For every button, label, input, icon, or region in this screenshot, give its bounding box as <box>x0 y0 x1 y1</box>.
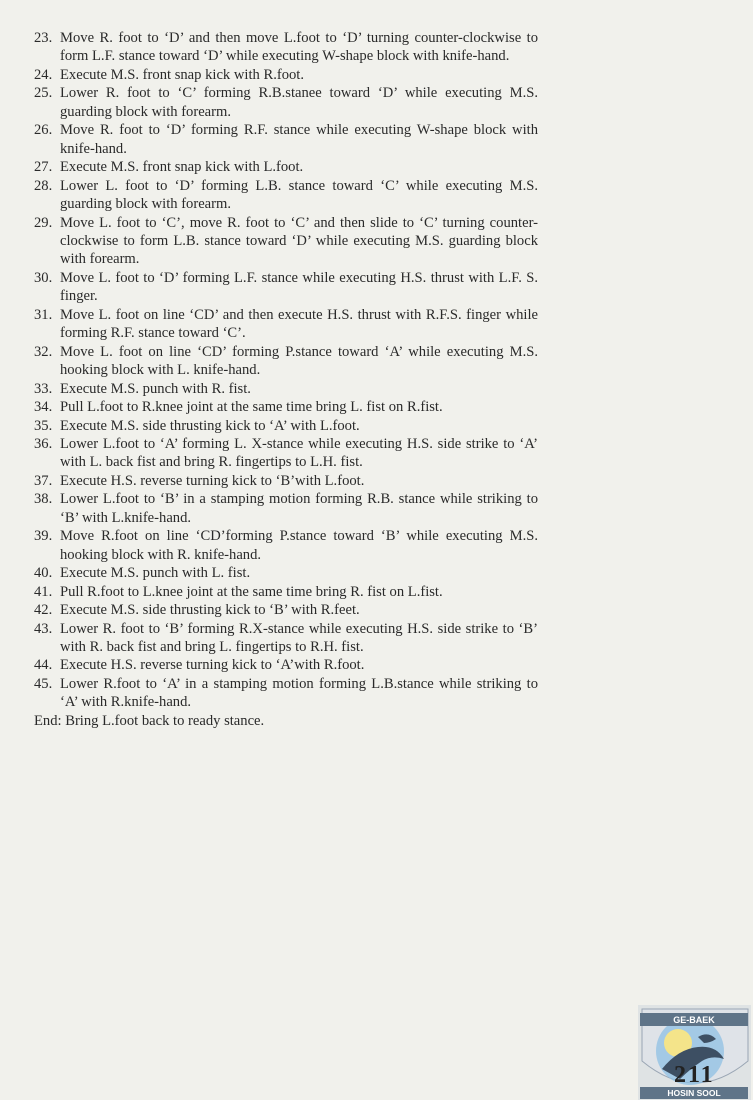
page-number: 211 <box>674 1062 715 1088</box>
step-33 <box>34 380 538 398</box>
step-number: 26. <box>34 122 53 139</box>
emblem-bottom-text: HOSIN SOOL <box>667 1088 721 1098</box>
step-text: Lower R.foot to ‘A’ in a stamping motion forming L.B.stance while striking to ‘A’ with R.knife-hand. <box>60 675 538 711</box>
step-text: Pull L.foot to R.knee joint at the same time bring L. fist on R.fist. <box>60 399 443 416</box>
step-text: Move R. foot to ‘D’ forming R.F. stance while executing W-shape block with knife-hand. <box>60 122 538 157</box>
step-text: Move R. foot to ‘D’ and then move L.foot to ‘D’ turning counter-clockwise to form L.F. stance toward ‘D’ while executing W-shape block with knife-hand. <box>60 30 538 65</box>
step-text: Lower R. foot to ‘B’ forming R.X-stance while executing H.S. side strike to ‘B’ with R. back fist and bring L. fingertips to R.H. fist. <box>60 620 538 655</box>
step-number: 32. <box>34 343 53 360</box>
step-number: 24. <box>34 66 53 83</box>
step-41 <box>34 583 538 601</box>
step-number: 29. <box>34 214 53 231</box>
step-text: Move L. foot to ‘D’ forming L.F. stance while executing H.S. thrust with L.F. S. finger. <box>60 269 538 305</box>
step-text: Move L. foot on line ‘CD’ forming P.stance toward ‘A’ while executing M.S. hooking block with L. knife-hand. <box>60 343 538 379</box>
step-24 <box>34 66 538 84</box>
step-35 <box>34 417 538 435</box>
step-number: 27. <box>34 159 53 176</box>
step-text: Execute M.S. front snap kick with R.foot. <box>60 66 305 83</box>
step-text: Pull R.foot to L.knee joint at the same time bring R. fist on L.fist. <box>60 583 443 600</box>
step-42 <box>34 601 538 619</box>
step-31 <box>34 306 538 343</box>
step-number: 34. <box>34 399 53 416</box>
step-36 <box>34 435 538 472</box>
step-38 <box>34 490 538 527</box>
step-number: 25. <box>34 85 53 102</box>
step-text: Execute H.S. reverse turning kick to ‘B’with L.foot. <box>60 472 365 489</box>
end-instruction: End: Bring L.foot back to ready stance. <box>34 712 265 729</box>
step-27 <box>34 158 538 176</box>
step-text: Execute M.S. punch with L. fist. <box>60 565 251 582</box>
step-number: 33. <box>34 380 53 397</box>
step-text: Execute M.S. side thrusting kick to ‘B’ with R.feet. <box>60 602 360 619</box>
step-30 <box>34 269 538 306</box>
step-43 <box>34 620 538 657</box>
step-text: Execute M.S. punch with R. fist. <box>60 380 251 397</box>
step-text: Execute M.S. side thrusting kick to ‘A’ with L.foot. <box>60 417 360 434</box>
step-number: 23. <box>34 30 53 46</box>
step-23 <box>34 29 538 66</box>
emblem-top-text: GE-BAEK <box>673 1015 715 1025</box>
step-text: Lower R. foot to ‘C’ forming R.B.stanee toward ‘D’ while executing M.S. guarding block with forearm. <box>60 85 538 120</box>
step-32 <box>34 343 538 380</box>
step-number: 37. <box>34 472 53 489</box>
step-number: 41. <box>34 583 53 600</box>
step-number: 28. <box>34 177 53 194</box>
step-37 <box>34 472 538 490</box>
step-text: Execute H.S. reverse turning kick to ‘A’with R.foot. <box>60 657 365 674</box>
step-text: Move L. foot on line ‘CD’ and then execute H.S. thrust with R.F.S. finger while forming R.F. stance toward ‘C’. <box>60 306 538 342</box>
step-29 <box>34 214 538 269</box>
step-25 <box>34 84 538 121</box>
instruction-list <box>34 29 538 730</box>
step-39 <box>34 527 538 564</box>
step-28 <box>34 177 538 214</box>
step-number: 36. <box>34 435 53 452</box>
step-44 <box>34 656 538 674</box>
step-number: 38. <box>34 491 53 508</box>
step-text: Lower L. foot to ‘D’ forming L.B. stance toward ‘C’ while executing M.S. guarding block with forearm. <box>60 177 538 213</box>
step-text: Lower L.foot to ‘A’ forming L. X-stance while executing H.S. side strike to ‘A’ with L. back fist and bring R. fingertips to L.H. fist. <box>60 435 538 471</box>
step-number: 45. <box>34 675 53 692</box>
step-number: 43. <box>34 620 53 637</box>
step-text: Execute M.S. front snap kick with L.foot. <box>60 159 304 176</box>
step-text: Move L. foot to ‘C’, move R. foot to ‘C’ and then slide to ‘C’ turning counter-clockwise to form L.B. stance toward ‘D’ while executing M.S. guarding block with forearm. <box>60 214 538 268</box>
step-26 <box>34 121 538 158</box>
step-number: 30. <box>34 269 53 286</box>
step-number: 44. <box>34 657 53 674</box>
step-34 <box>34 398 538 416</box>
step-40 <box>34 564 538 582</box>
step-number: 42. <box>34 602 53 619</box>
step-number: 31. <box>34 306 53 323</box>
step-number: 39. <box>34 528 53 545</box>
step-text: Lower L.foot to ‘B’ in a stamping motion forming R.B. stance while striking to ‘B’ with L.knife-hand. <box>60 491 538 526</box>
step-number: 35. <box>34 417 53 434</box>
step-text: Move R.foot on line ‘CD’forming P.stance toward ‘B’ while executing M.S. hooking block with R. knife-hand. <box>60 528 538 563</box>
step-number: 40. <box>34 565 53 582</box>
step-45 <box>34 675 538 712</box>
